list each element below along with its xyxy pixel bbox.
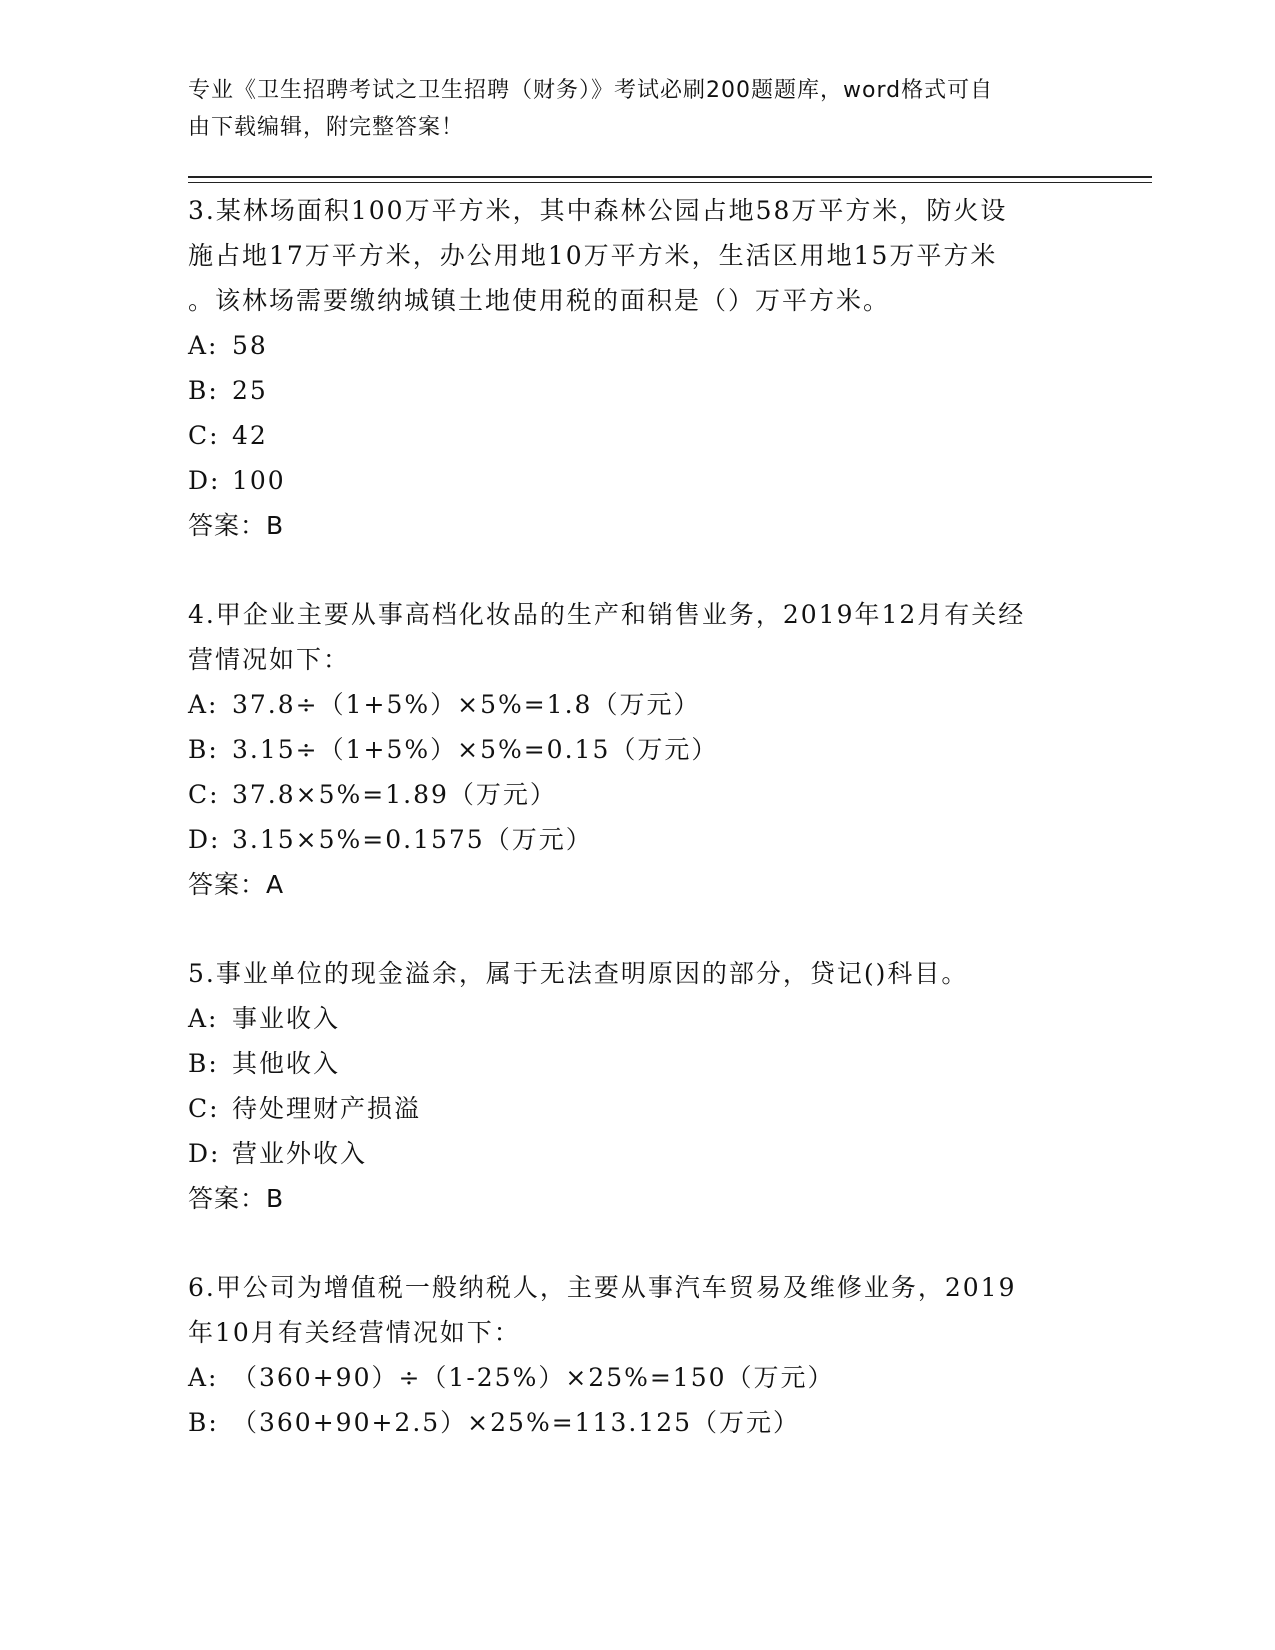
option-key: D: [188,1139,221,1168]
option-key: B: [188,376,219,405]
document-header [188,72,1068,146]
answer-line: 答案：B [188,511,285,540]
question-text-line: 4.甲企业主要从事高档化妆品的生产和销售业务，2019年12月有关经 [188,600,1026,629]
option-b [188,727,1088,772]
option-text: 3.15÷（1+5%）×5%=0.15（万元） [232,735,719,764]
option-key: A: [188,331,219,360]
option-text: 营业外收入 [232,1139,368,1168]
question-text-line: 6.甲公司为增值税一般纳税人，主要从事汽车贸易及维修业务，2019 [188,1273,1017,1302]
option-text: 事业收入 [232,1004,341,1033]
option-b [188,368,1088,413]
question-6 [188,1265,1088,1445]
question-text-line: 营情况如下： [188,645,351,674]
option-key: C: [188,421,220,450]
question-3 [188,188,1088,548]
option-key: C: [188,1094,220,1123]
answer-line: 答案：B [188,1184,285,1213]
header-divider-thick [188,176,1152,178]
option-key: B: [188,735,219,764]
option-text: 58 [232,331,268,360]
option-c [188,413,1088,458]
question-text-line: 施占地17万平方米，办公用地10万平方米，生活区用地15万平方米 [188,241,998,270]
header-line-2: 由下载编辑，附完整答案！ [188,115,465,140]
option-c [188,772,1088,817]
option-text: （360+90）÷（1-25%）×25%=150（万元） [232,1363,835,1392]
option-b [188,1041,1088,1086]
option-text: 待处理财产损溢 [232,1094,422,1123]
option-d [188,458,1088,503]
question-5 [188,951,1088,1221]
option-text: 其他收入 [232,1049,341,1078]
option-text: 25 [232,376,268,405]
option-key: C: [188,780,220,809]
option-key: D: [188,466,221,495]
option-text: 42 [232,421,268,450]
answer-line: 答案：A [188,870,285,899]
header-line-1: 专业《卫生招聘考试之卫生招聘（财务）》考试必刷200题题库，word格式可自 [188,78,994,103]
option-key: D: [188,825,221,854]
option-text: 100 [232,466,286,495]
option-text: 3.15×5%=0.1575（万元） [232,825,593,854]
option-c [188,1086,1088,1131]
option-text: （360+90+2.5）×25%=113.125（万元） [232,1408,801,1437]
option-key: B: [188,1408,219,1437]
option-text: 37.8×5%=1.89（万元） [232,780,557,809]
option-a [188,1355,1088,1400]
question-text-line: 5.事业单位的现金溢余，属于无法查明原因的部分，贷记()科目。 [188,959,969,988]
option-a [188,323,1088,368]
question-4 [188,592,1088,907]
question-text-line: 3.某林场面积100万平方米，其中森林公园占地58万平方米，防火设 [188,196,1008,225]
option-d [188,1131,1088,1176]
option-a [188,682,1088,727]
option-key: A: [188,690,219,719]
question-text-line: 。该林场需要缴纳城镇土地使用税的面积是（）万平方米。 [188,286,891,315]
option-text: 37.8÷（1+5%）×5%=1.8（万元） [232,690,701,719]
header-divider-thin [188,182,1152,183]
question-list [188,188,1088,1489]
option-key: B: [188,1049,219,1078]
option-a [188,996,1088,1041]
option-d [188,817,1088,862]
option-key: A: [188,1004,219,1033]
question-text-line: 年10月有关经营情况如下： [188,1318,521,1347]
option-key: A: [188,1363,219,1392]
option-b [188,1400,1088,1445]
